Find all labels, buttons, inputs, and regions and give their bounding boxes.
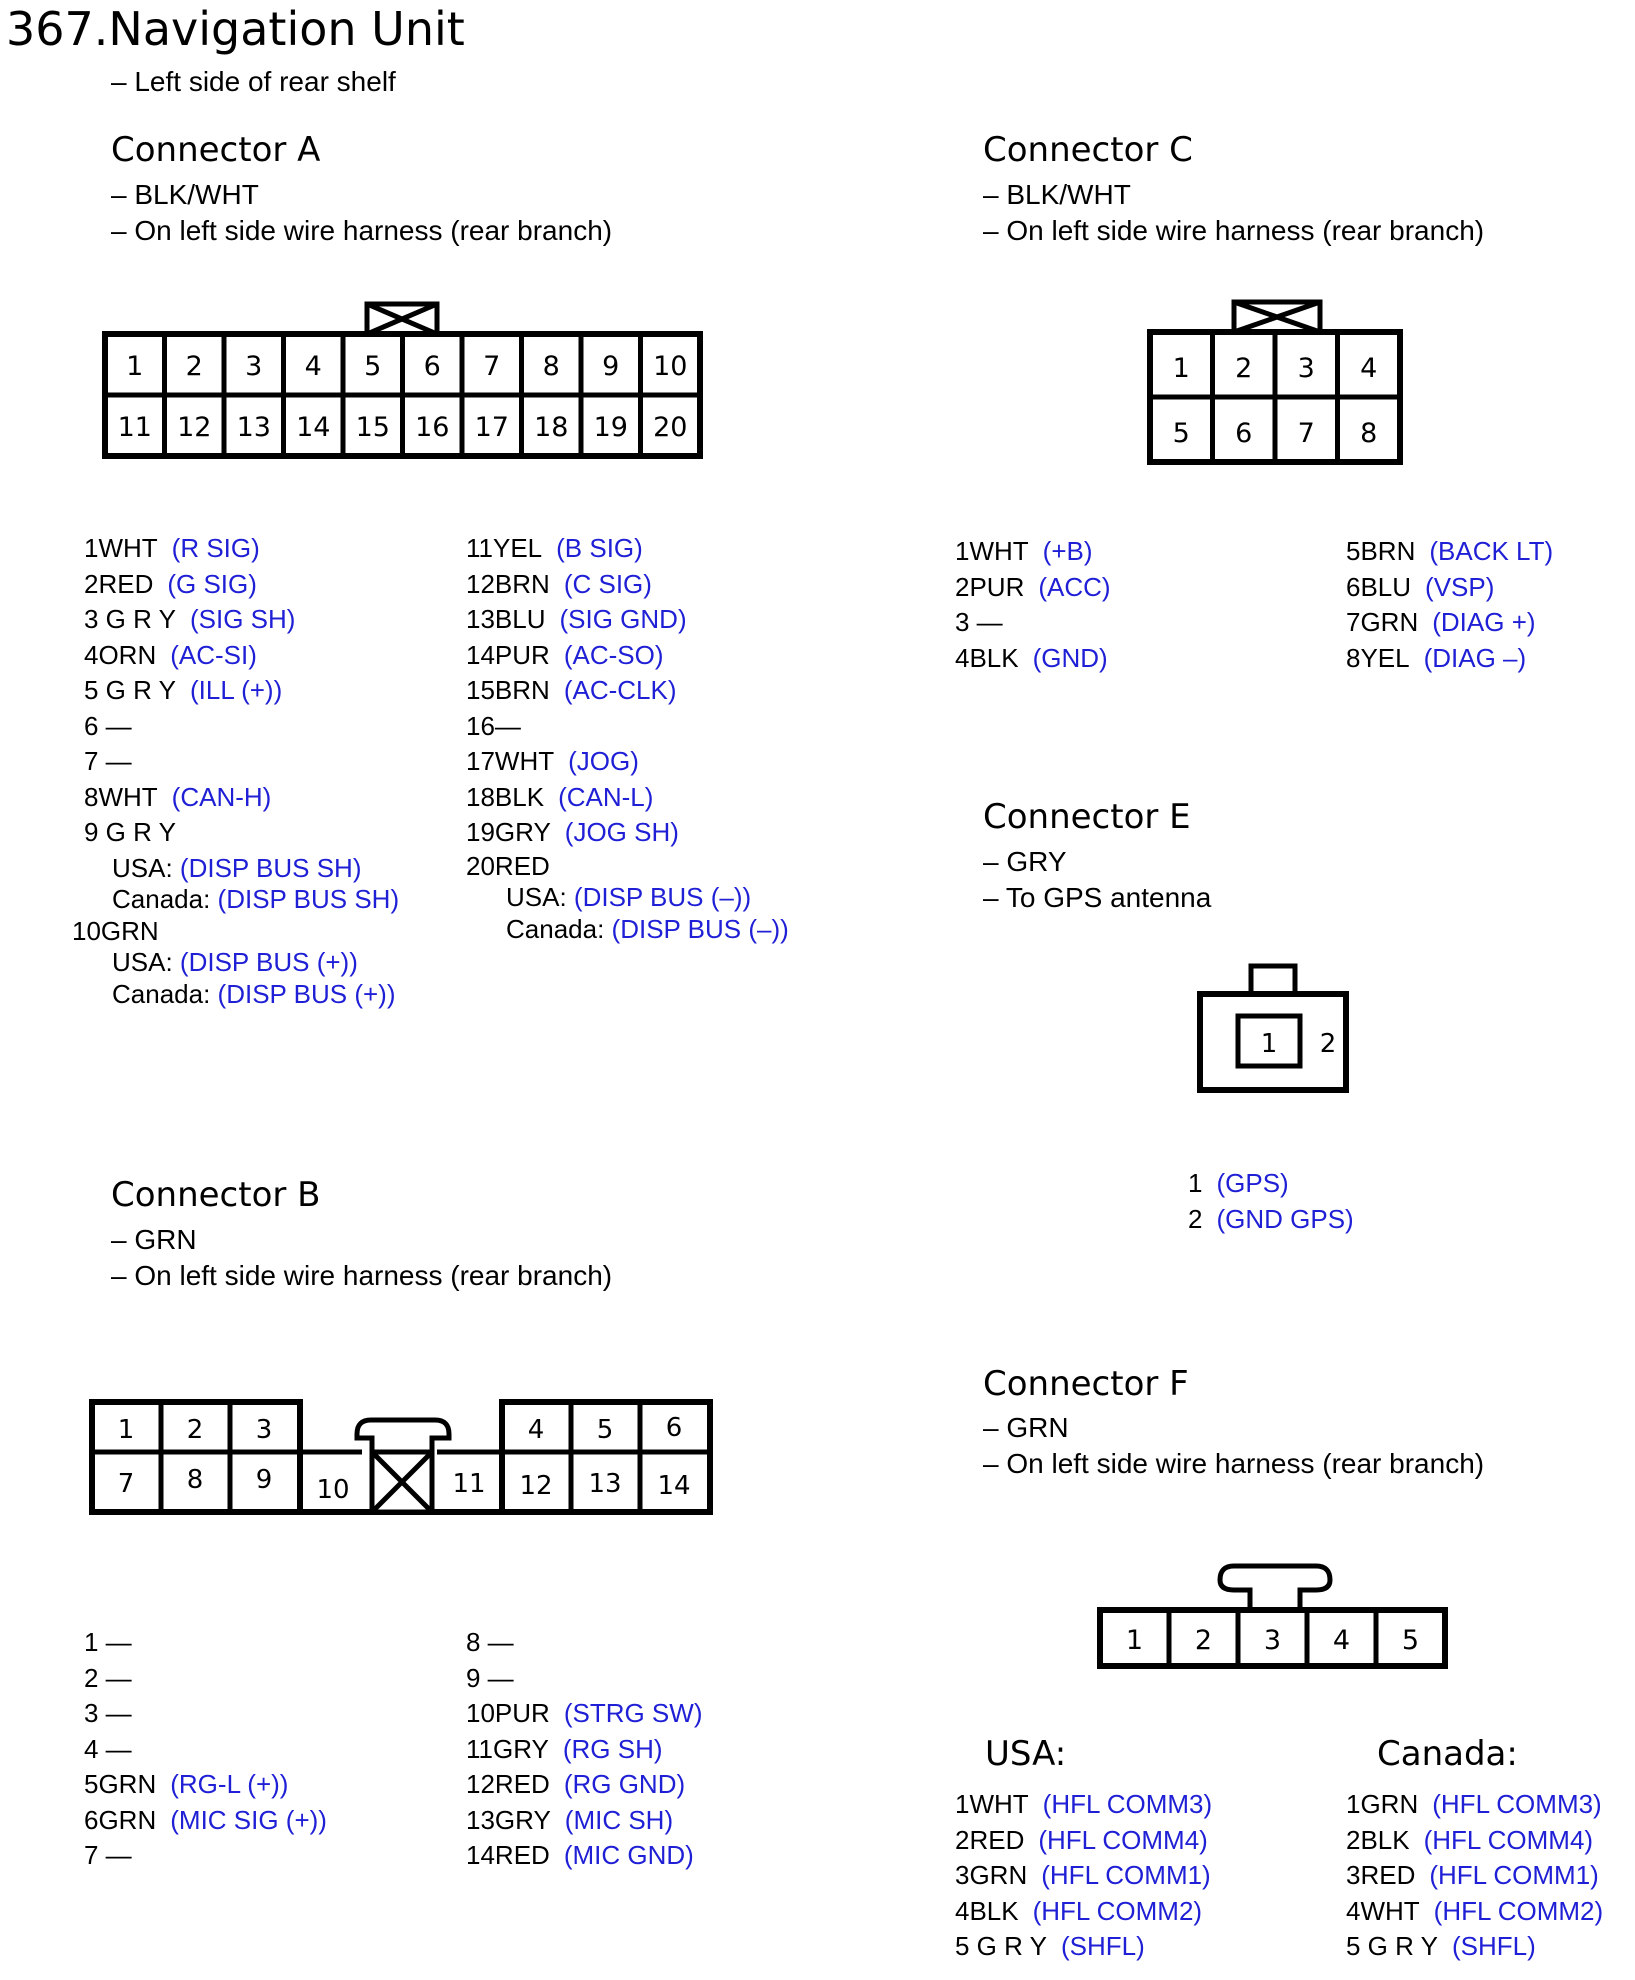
pin-wire: 6GRN: [84, 1804, 157, 1835]
connector-a-pin-label: 16: [415, 412, 450, 443]
pin-function: (SIG GND): [559, 604, 687, 634]
connector-e-title: Connector E: [983, 797, 1191, 837]
pin-wire: 15BRN: [466, 675, 550, 705]
connector-f-latch-icon: [1220, 1566, 1330, 1610]
canada-label: Canada:: [112, 978, 211, 1009]
connector-e-color: – GRY: [983, 846, 1067, 877]
pin-wire: 14PUR: [466, 639, 550, 670]
pin-function: (DISP BUS SH): [179, 852, 362, 883]
pin-wire: 3RED: [1346, 1860, 1416, 1890]
connector-b-pin-4: 4: [527, 1415, 545, 1445]
pin-row: [84, 815, 399, 851]
pin-wire: 9 —: [466, 1662, 514, 1693]
connector-b-pins-right: [466, 1625, 702, 1874]
pin-wire: 18BLK: [466, 781, 545, 812]
pin-row: [466, 709, 789, 745]
pin-row: [1346, 1823, 1603, 1859]
connector-b-pin-7: 7: [117, 1469, 135, 1499]
pin-wire: 4BLK: [955, 642, 1019, 673]
pin-wire: 10PUR: [466, 1698, 550, 1728]
connector-a-pin-label: 12: [177, 412, 212, 443]
pin-function: (STRG SW): [563, 1698, 703, 1728]
pin-row: [955, 641, 1111, 677]
connector-a-pin-label: 10: [653, 351, 688, 382]
pin-wire: 8YEL: [1346, 642, 1410, 673]
pin-function: (R SIG): [171, 533, 260, 563]
pin-row: [466, 1732, 702, 1768]
pin-wire: 4WHT: [1346, 1895, 1420, 1926]
connector-a-color: – BLK/WHT: [111, 179, 259, 210]
pin-row: [84, 638, 399, 674]
connector-b-pin-6: 6: [665, 1413, 683, 1443]
connector-a-pins-right: [466, 531, 789, 947]
pin-wire: 1WHT: [84, 533, 158, 563]
pin-row: [955, 1823, 1212, 1859]
connector-b-pin-12: 12: [519, 1471, 553, 1501]
pin-row: [84, 531, 399, 567]
pin-20-usa: [466, 880, 789, 916]
connector-b-pin-14: 14: [657, 1471, 691, 1501]
pin-function: (HFL COMM3): [1042, 1789, 1213, 1819]
pin-row: [1346, 1787, 1603, 1823]
connector-c-pin-label: 8: [1360, 418, 1378, 449]
pin-function: (AC-CLK): [563, 675, 677, 705]
pin-function: (DIAG –): [1423, 642, 1527, 673]
connector-b-pin-2: 2: [186, 1415, 204, 1445]
connector-e-diagram: [1190, 960, 1360, 1100]
pin-function: (BACK LT): [1429, 536, 1554, 566]
pin-wire: 8WHT: [84, 781, 158, 812]
pin-wire: 5GRN: [84, 1769, 157, 1799]
connector-b-pins-left: [84, 1625, 327, 1874]
pin-wire: 14RED: [466, 1840, 550, 1870]
pin-20: [466, 849, 789, 885]
connector-a-pin-label: 4: [304, 351, 322, 382]
pin-row: [955, 570, 1111, 606]
pin-wire: 4BLK: [955, 1895, 1019, 1926]
pin-row: [84, 709, 399, 745]
connector-c-pin-label: 1: [1172, 353, 1190, 384]
pin-function: (HFL COMM4): [1038, 1824, 1208, 1855]
pin-row: [1346, 570, 1553, 606]
pin-row: [84, 602, 399, 638]
pin-function: (DIAG +): [1432, 607, 1536, 637]
connector-c-color: – BLK/WHT: [983, 179, 1131, 210]
connector-e-pins: [1188, 1166, 1354, 1237]
pin-function: (MIC SH): [564, 1804, 674, 1835]
pin-row: [466, 602, 789, 638]
pin-row: [466, 1696, 702, 1732]
connector-c-pin-label: 6: [1235, 418, 1253, 449]
pin-row: [466, 1661, 702, 1697]
pin-wire: 2: [1188, 1203, 1203, 1234]
connector-f-pin-label: 1: [1125, 1625, 1144, 1656]
pin-9-usa: [84, 851, 399, 887]
connector-a-pin-label: 1: [126, 351, 144, 382]
connector-a-pin-label: 6: [423, 351, 441, 382]
connector-b-pin-11: 11: [452, 1469, 486, 1499]
pin-wire: 5 G R Y: [84, 675, 177, 705]
pin-function: (DISP BUS (+)): [217, 978, 396, 1009]
pin-wire: 1WHT: [955, 536, 1029, 566]
pin-function: (HFL COMM2): [1032, 1895, 1203, 1926]
pin-function: (DISP BUS (+)): [179, 947, 358, 977]
pin-function: (CAN-L): [558, 781, 654, 812]
connector-c-pin-label: 3: [1297, 353, 1315, 384]
pin-wire: 3GRN: [955, 1860, 1028, 1890]
pin-wire: 6BLU: [1346, 571, 1412, 602]
pin-row: [84, 1838, 327, 1874]
connector-a-pin-label: 5: [364, 351, 382, 382]
pin-function: (C SIG): [563, 568, 652, 599]
pin-row: [1346, 534, 1553, 570]
pin-row: [466, 567, 789, 603]
connector-a-pin-label: 20: [653, 412, 688, 443]
pin-function: (RG-L (+)): [170, 1769, 289, 1799]
connector-a-pin-label: 13: [236, 412, 271, 443]
pin-function: (HFL COMM2): [1433, 1895, 1604, 1926]
connector-c-pins-right: [1346, 534, 1553, 676]
pin-wire: 2RED: [84, 568, 154, 599]
pin-wire: 1 —: [84, 1627, 132, 1657]
pin-function: (SHFL): [1061, 1931, 1145, 1961]
pin-20-canada: [466, 912, 789, 948]
pin-row: [466, 673, 789, 709]
connector-b-latch-icon: [357, 1420, 449, 1512]
connector-a-title: Connector A: [111, 130, 321, 170]
pin-wire: 8 —: [466, 1627, 514, 1657]
pin-function: (MIC SIG (+)): [170, 1804, 327, 1835]
pin-wire: 4ORN: [84, 639, 157, 670]
pin-function: (G SIG): [167, 568, 257, 599]
pin-row: [84, 780, 399, 816]
connector-b-location: – On left side wire harness (rear branch): [111, 1260, 613, 1291]
connector-a-pin-label: 11: [117, 412, 152, 443]
pin-row: [466, 744, 789, 780]
pin-wire: 2PUR: [955, 571, 1025, 602]
connector-a-pin-label: 18: [534, 412, 569, 443]
pin-row: [955, 534, 1111, 570]
pin-wire: 2BLK: [1346, 1824, 1410, 1855]
pin-wire: 5 G R Y: [1346, 1931, 1439, 1961]
pin-10-canada: [84, 977, 399, 1013]
connector-b-pin-1: 1: [117, 1415, 135, 1445]
pin-function: (GPS): [1216, 1168, 1289, 1198]
pin-row: [84, 744, 399, 780]
pin-function: (B SIG): [556, 533, 643, 563]
pin-row: [84, 1661, 327, 1697]
pin-wire: 12RED: [466, 1769, 550, 1799]
pin-function: (+B): [1042, 536, 1093, 566]
canada-label: Canada:: [112, 884, 211, 914]
connector-c-title: Connector C: [983, 130, 1193, 170]
pin-row: [466, 1767, 702, 1803]
pin-row: [955, 1929, 1212, 1965]
connector-f-pin-label: 2: [1194, 1625, 1213, 1656]
connector-a-pin-label: 7: [483, 351, 501, 382]
pin-wire: 3 G R Y: [84, 604, 177, 634]
pin-function: (DISP BUS (–)): [611, 913, 789, 944]
connector-b-diagram: [82, 1390, 722, 1530]
canada-label: Canada:: [506, 913, 605, 944]
connector-e-pin-1: 1: [1260, 1029, 1278, 1059]
pin-wire: 13BLU: [466, 604, 546, 634]
pin-wire: 5 G R Y: [955, 1931, 1048, 1961]
connector-e-pin-2: 2: [1319, 1029, 1337, 1059]
pin-function: (VSP): [1425, 571, 1495, 602]
connector-f-pin-label: 3: [1263, 1625, 1282, 1656]
connector-b-pin-8: 8: [186, 1465, 204, 1495]
pin-function: (AC-SI): [170, 639, 257, 670]
connector-c-pin-label: 7: [1297, 418, 1315, 449]
pin-row: [84, 1696, 327, 1732]
pin-row: [1346, 605, 1553, 641]
connector-b-pin-9: 9: [255, 1465, 273, 1495]
pin-wire: 17WHT: [466, 746, 555, 776]
connector-c-diagram: [1140, 292, 1410, 477]
pin-function: (SHFL): [1452, 1931, 1536, 1961]
pin-function: (ILL (+)): [190, 675, 283, 705]
connector-b-pin-5: 5: [596, 1415, 614, 1445]
pin-wire: 2 —: [84, 1662, 132, 1693]
pin-row: [84, 673, 399, 709]
connector-a-pin-label: 19: [593, 412, 628, 443]
connector-b-pin-3: 3: [255, 1415, 273, 1445]
pin-row: [955, 1858, 1212, 1894]
pin-row: [955, 605, 1111, 641]
pin-function: (DISP BUS (–)): [573, 882, 752, 912]
pin-function: (JOG): [568, 746, 639, 776]
pin-function: (CAN-H): [171, 781, 272, 812]
pin-row: [84, 1625, 327, 1661]
connector-f-usa-pins: [955, 1787, 1212, 1965]
pin-row: [1188, 1202, 1354, 1238]
pin-row: [84, 567, 399, 603]
pin-row: [466, 815, 789, 851]
pin-wire: 5BRN: [1346, 536, 1416, 566]
pin-wire: 11YEL: [466, 533, 543, 563]
pin-row: [84, 1767, 327, 1803]
pin-function: (RG GND): [563, 1769, 686, 1799]
pin-function: (DISP BUS SH): [217, 884, 400, 914]
pin-wire: 7 —: [84, 746, 132, 776]
connector-b-color: – GRN: [111, 1224, 197, 1255]
pin-wire: 16—: [466, 710, 521, 741]
pin-wire: 6 —: [84, 710, 132, 741]
connector-a-pin-label: 2: [185, 351, 203, 382]
connector-a-pin-label: 15: [355, 412, 390, 443]
usa-label: USA:: [506, 882, 567, 912]
pin-function: (JOG SH): [564, 817, 679, 847]
pin-wire: 7GRN: [1346, 607, 1419, 637]
connector-c-location: – On left side wire harness (rear branch): [983, 215, 1485, 246]
pin-wire: 13GRY: [466, 1804, 551, 1835]
pin-10: [72, 914, 399, 950]
pin-wire: 3 —: [84, 1698, 132, 1728]
pin-row: [1346, 1929, 1603, 1965]
connector-a-pins-left: [72, 531, 400, 1012]
connector-f-usa-title: USA:: [985, 1734, 1067, 1774]
pin-wire: 20RED: [466, 850, 550, 881]
pin-function: (GND GPS): [1216, 1203, 1354, 1234]
connector-a-pin-label: 14: [296, 412, 331, 443]
pin-function: (ACC): [1038, 571, 1111, 602]
connector-c-pin-label: 2: [1235, 353, 1253, 384]
pin-row: [466, 1625, 702, 1661]
pin-function: (GND): [1032, 642, 1108, 673]
connector-f-canada-title: Canada:: [1377, 1734, 1518, 1774]
pin-row: [955, 1787, 1212, 1823]
pin-function: (MIC GND): [563, 1840, 694, 1870]
pin-wire: 1WHT: [955, 1789, 1029, 1819]
pin-row: [1346, 1858, 1603, 1894]
pin-wire: 3 —: [955, 607, 1003, 637]
connector-a-pin-label: 17: [474, 412, 509, 443]
connector-c-pin-label: 5: [1172, 418, 1190, 449]
pin-row: [1188, 1166, 1354, 1202]
pin-function: (RG SH): [562, 1733, 663, 1764]
unit-location: – Left side of rear shelf: [111, 66, 396, 97]
pin-row: [466, 638, 789, 674]
connector-a-pin-label: 9: [602, 351, 620, 382]
connector-f-location: – On left side wire harness (rear branch): [983, 1448, 1485, 1479]
connector-a-pin-label: 3: [245, 351, 263, 382]
connector-a-location: – On left side wire harness (rear branch): [111, 215, 613, 246]
page-title: 367.Navigation Unit: [6, 2, 465, 56]
pin-wire: 12BRN: [466, 568, 550, 599]
pin-row: [466, 1803, 702, 1839]
pin-9-canada: [84, 882, 399, 918]
connector-a-diagram: [95, 294, 715, 474]
connector-f-canada-pins: [1346, 1787, 1603, 1965]
pin-function: (HFL COMM1): [1041, 1860, 1211, 1890]
pin-wire: 9 G R Y: [84, 817, 177, 847]
connector-c-latch-icon: [1234, 302, 1320, 332]
pin-function: (HFL COMM4): [1423, 1824, 1594, 1855]
pin-wire: 2RED: [955, 1824, 1025, 1855]
connector-f-pin-label: 5: [1401, 1625, 1420, 1656]
pin-row: [466, 1838, 702, 1874]
connector-f-color: – GRN: [983, 1412, 1069, 1443]
pin-function: (HFL COMM3): [1432, 1789, 1602, 1819]
pin-function: (AC-SO): [563, 639, 664, 670]
connector-b-pin-13: 13: [588, 1469, 622, 1499]
connector-b-pin-10: 10: [316, 1475, 350, 1505]
pin-wire: 10GRN: [72, 915, 159, 946]
usa-label: USA:: [112, 852, 173, 883]
connector-f-pin-label: 4: [1332, 1625, 1351, 1656]
connector-f-diagram: [1090, 1550, 1460, 1675]
connector-a-latch-icon: [367, 304, 437, 334]
pin-function: (SIG SH): [190, 604, 296, 634]
pin-row: [84, 1732, 327, 1768]
pin-wire: 19GRY: [466, 817, 551, 847]
pin-wire: 4 —: [84, 1733, 132, 1764]
pin-wire: 1: [1188, 1168, 1203, 1198]
pin-row: [1346, 1894, 1603, 1930]
pin-row: [466, 531, 789, 567]
usa-label: USA:: [112, 947, 173, 977]
pin-wire: 7 —: [84, 1840, 132, 1870]
connector-f-title: Connector F: [983, 1364, 1189, 1404]
connector-c-pins-left: [955, 534, 1111, 676]
pin-row: [955, 1894, 1212, 1930]
pin-10-usa: [84, 945, 399, 981]
connector-c-pin-label: 4: [1360, 353, 1378, 384]
connector-a-pin-label: 8: [542, 351, 560, 382]
pin-wire: 1GRN: [1346, 1789, 1419, 1819]
pin-row: [1346, 641, 1553, 677]
connector-e-location: – To GPS antenna: [983, 882, 1212, 913]
connector-b-title: Connector B: [111, 1175, 321, 1215]
pin-row: [466, 780, 789, 816]
pin-function: (HFL COMM1): [1429, 1860, 1599, 1890]
pin-wire: 11GRY: [466, 1733, 549, 1764]
pin-row: [84, 1803, 327, 1839]
